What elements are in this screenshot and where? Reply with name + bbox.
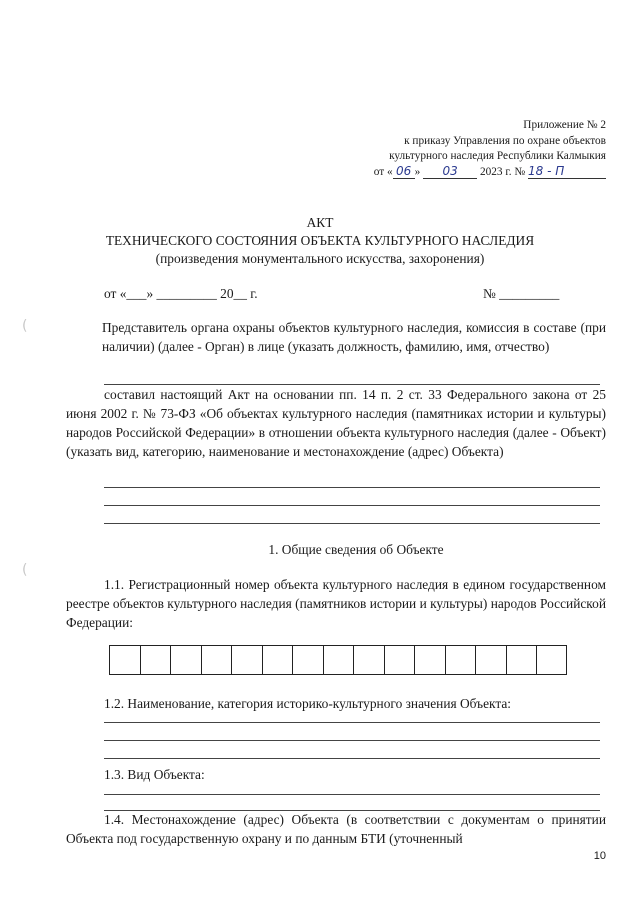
scan-mark: ( (22, 562, 28, 578)
appendix-quote: » (414, 165, 421, 178)
compiled-paragraph (66, 385, 606, 461)
registration-cell (323, 645, 354, 675)
item-1-3: 1.3. Вид Объекта: (104, 767, 205, 782)
intro-text: Представитель органа охраны объектов культурного наследия, комиссия в составе (при наличии) (далее - Орган) в лице (указать должность, фамилию, имя, отчество) (102, 320, 606, 354)
document-subtitle-note: (произведения монументального искусства, захоронения) (155, 251, 485, 266)
blank-line (104, 505, 600, 506)
item-1-1 (66, 575, 606, 632)
document-title: АКТ (306, 215, 334, 230)
handwritten-month: 03 (423, 165, 477, 179)
compiled-text: составил настоящий Акт на основании пп. 14 п. 2 ст. 33 Федерального закона от 25 июня 2002 г. № 73-ФЗ «Об объектах культурного наследия (памятниках истории и культуры) народов Российской Федерации» в отношении объекта культурного наследия (далее - Объект) (указать вид, категорию, наименование и местонахождение (адрес) Объекта) (66, 387, 606, 459)
item-1-4-text: 1.4. Местонахождение (адрес) Объекта (в соответствии с документам о принятии Объекта под государственную охрану и по данным БТИ (уточненный (66, 812, 606, 846)
handwritten-day: 06 (393, 165, 415, 179)
act-number-field: № _________ (483, 286, 560, 301)
appendix-date-line (374, 165, 606, 181)
registration-cell (262, 645, 293, 675)
item-1-1-text: 1.1. Регистрационный номер объекта культурного наследия в едином государственном реестре объектов культурного наследия (памятников истории и культуры) народов Российской Федерации: (66, 577, 606, 630)
scan-mark: ( (22, 318, 28, 334)
registration-cell (475, 645, 506, 675)
blank-line (104, 523, 600, 524)
registration-cell (353, 645, 384, 675)
appendix-year: 2023 г. № (479, 165, 526, 178)
registration-cell (201, 645, 232, 675)
registration-cell (536, 645, 567, 675)
blank-line (104, 740, 600, 741)
page-number: 10 (593, 850, 606, 862)
appendix-line: культурного наследия Республики Калмыкия (389, 150, 606, 162)
blank-line (104, 794, 600, 795)
item-1-2: 1.2. Наименование, категория историко-культурного значения Объекта: (104, 696, 512, 711)
blank-line (104, 722, 600, 723)
registration-cell (445, 645, 476, 675)
registration-cell (506, 645, 537, 675)
blank-line (104, 758, 600, 759)
appendix-from: от « (373, 165, 393, 178)
registration-cell (292, 645, 323, 675)
document-subtitle: ТЕХНИЧЕСКОГО СОСТОЯНИЯ ОБЪЕКТА КУЛЬТУРНОГО НАСЛЕДИЯ (105, 233, 535, 248)
intro-paragraph (102, 318, 606, 356)
registration-cell (384, 645, 415, 675)
registration-cell (170, 645, 201, 675)
registration-number-cells (109, 645, 567, 675)
section-heading: 1. Общие сведения об Объекте (268, 542, 444, 557)
appendix-line: к приказу Управления по охране объектов (404, 134, 606, 147)
handwritten-number: 18 - П (528, 165, 606, 179)
act-date-field: от «___» _________ 20__ г. (104, 286, 258, 301)
blank-line (104, 487, 600, 488)
registration-cell (231, 645, 262, 675)
item-1-4 (66, 810, 606, 848)
appendix-block (374, 118, 606, 180)
registration-cell (140, 645, 171, 675)
registration-cell (109, 645, 140, 675)
appendix-line: Приложение № 2 (523, 119, 606, 131)
registration-cell (414, 645, 445, 675)
